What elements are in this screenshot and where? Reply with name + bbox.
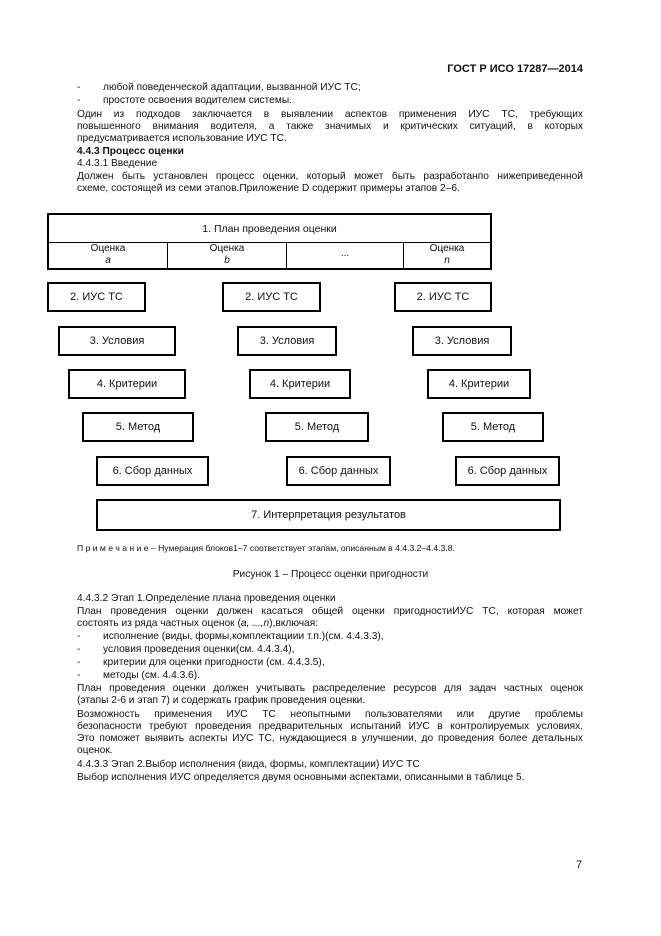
cell-label: Оценка: [429, 243, 465, 254]
step4-box: 4. Критерии: [68, 369, 186, 399]
paragraph-line: Должен быть установлен процесс оценки, который может быть разработанпо нижеприведенной: [77, 171, 583, 182]
step6-box: 6. Сбор данных: [455, 456, 560, 486]
step5-box: 5. Метод: [442, 412, 544, 442]
text-run-italic: a, ...,n: [240, 618, 270, 629]
figure-note: [77, 543, 455, 553]
step3-box: 3. Условия: [58, 326, 176, 356]
cell-letter: b: [224, 254, 230, 266]
step2-box: 2. ИУС ТС: [47, 282, 146, 312]
plan-cell: [167, 242, 286, 268]
bullet-item: простоте освоения водителем системы.: [103, 95, 292, 106]
section-heading: 4.4.3 Процесс оценки: [77, 146, 184, 157]
cell-label: Оценка: [90, 243, 126, 254]
list-item: критерии для оценки пригодности (см. 4.4.3.5),: [103, 657, 325, 668]
step3-box: 3. Условия: [412, 326, 512, 356]
note-label: П р и м е ч а н и е: [77, 543, 149, 553]
paragraph-line: [77, 618, 318, 630]
text-run: ),включая:: [269, 618, 319, 629]
cell-ellipsis: ...: [340, 248, 350, 259]
paragraph-line: Выбор исполнения ИУС определяется двумя основными аспектами, описанными в таблице 5.: [77, 772, 525, 783]
plan-table: [47, 213, 492, 270]
subsection-heading: 4.4.3.1 Введение: [77, 158, 158, 169]
paragraph-line: План проведения оценки должен касаться общей оценки пригодностиИУС ТС, которая может: [77, 606, 583, 617]
cell-letter: n: [444, 254, 450, 266]
bullet-dash: -: [77, 82, 81, 93]
bullet-dash: -: [77, 657, 81, 668]
subsection-heading: 4.4.3.3 Этап 2.Выбор исполнения (вида, формы, комплектации) ИУС ТС: [77, 759, 420, 770]
note-text: – Нумерация блоков1–7 соответствует этапам, описанным в 4.4.3.2–4.4.3.8.: [148, 543, 455, 553]
plan-cell: [403, 242, 490, 268]
step5-box: 5. Метод: [82, 412, 194, 442]
paragraph-line: Возможность применения ИУС ТС неопытными пользователями или другие проблемы: [77, 709, 583, 720]
paragraph-line: повышенного внимания водителя, а также значимых и критических ситуаций, в которых: [77, 121, 583, 132]
step2-box: 2. ИУС ТС: [222, 282, 321, 312]
standard-header: ГОСТ Р ИСО 17287—2014: [447, 63, 583, 75]
plan-cell: [49, 242, 167, 268]
step7-box: 7. Интерпретация результатов: [96, 499, 561, 531]
list-item: методы (см. 4.4.3.6).: [103, 670, 200, 681]
step3-box: 3. Условия: [237, 326, 337, 356]
paragraph-line: безопасности требуют проведения предварительных испытаний ИУС в контролируемых условиях.: [77, 721, 583, 732]
list-item: исполнение (виды, формы,комплектациии т.п.)(см. 4.4.3.3),: [103, 631, 384, 642]
cell-label: Оценка: [209, 243, 245, 254]
subsection-heading: 4.4.3.2 Этап 1.Определение плана проведения оценки: [77, 593, 336, 604]
plan-cell: [286, 242, 403, 268]
paragraph-line: оценок.: [77, 745, 113, 756]
plan-title: 1. План проведения оценки: [49, 215, 490, 243]
bullet-dash: -: [77, 631, 81, 642]
step6-box: 6. Сбор данных: [286, 456, 391, 486]
step4-box: 4. Критерии: [427, 369, 531, 399]
step6-box: 6. Сбор данных: [96, 456, 209, 486]
paragraph-line: Это поможет выявить аспекты ИУС ТС, нуждающиеся в улучшении, до проведения более детальных: [77, 733, 583, 744]
step5-box: 5. Метод: [265, 412, 369, 442]
paragraph-line: схеме, состоящей из семи этапов.Приложение D содержит примеры этапов 2–6.: [77, 183, 460, 194]
list-item: условия проведения оценки(см. 4.4.3.4),: [103, 644, 295, 655]
paragraph-line: предусматривается использование ИУС ТС.: [77, 133, 287, 144]
bullet-item: любой поведенческой адаптации, вызванной ИУС ТС;: [103, 82, 361, 93]
step2-box: 2. ИУС ТС: [394, 282, 492, 312]
bullet-dash: -: [77, 95, 81, 106]
step4-box: 4. Критерии: [249, 369, 351, 399]
bullet-dash: -: [77, 670, 81, 681]
bullet-dash: -: [77, 644, 81, 655]
page-number: 7: [576, 859, 583, 871]
cell-letter: a: [105, 254, 111, 266]
paragraph-line: (этапы 2-6 и этап 7) и содержать график проведения оценки.: [77, 695, 366, 706]
paragraph-line: План проведения оценки должен учитывать распределение ресурсов для задач частных оценок: [77, 683, 583, 694]
figure-caption: Рисунок 1 – Процесс оценки пригодности: [232, 569, 429, 580]
text-run: состоять из ряда частных оценок (: [77, 618, 241, 629]
paragraph-line: Один из подходов заключается в выявлении аспектов применения ИУС ТС, требующих: [77, 109, 583, 120]
